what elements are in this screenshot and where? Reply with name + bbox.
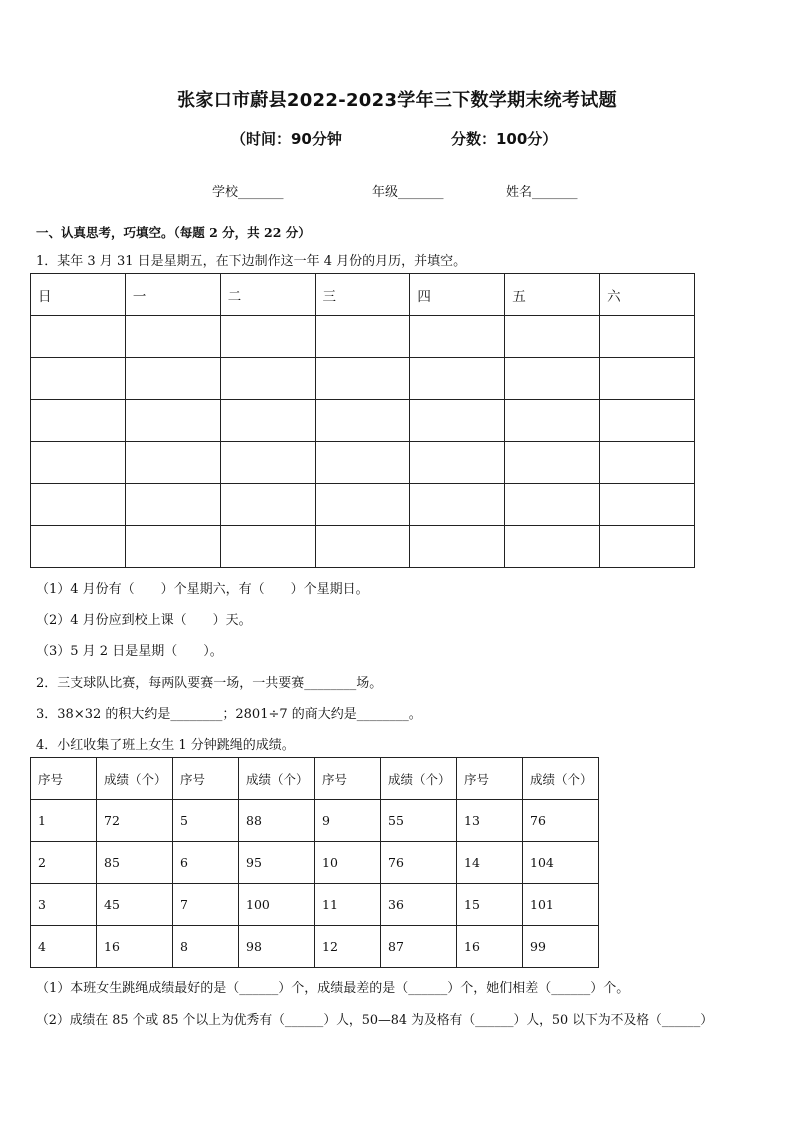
- table-cell: 1: [31, 800, 97, 842]
- table-cell: 13: [457, 800, 523, 842]
- calendar-cell[interactable]: [125, 316, 220, 358]
- table-row: [31, 884, 599, 926]
- table-cell: 10: [315, 842, 381, 884]
- calendar-cell[interactable]: [220, 442, 315, 484]
- table-cell: 6: [173, 842, 239, 884]
- calendar-cell[interactable]: [220, 400, 315, 442]
- calendar-cell[interactable]: [600, 484, 695, 526]
- table-cell: 2: [31, 842, 97, 884]
- question-4-part-2: （2）成绩在 85 个或 85 个以上为优秀有（______）人，50—84 为及格有（______）人，50 以下为不及格（______）: [36, 1013, 714, 1028]
- table-cell: 76: [381, 842, 457, 884]
- calendar-header-row: [31, 274, 695, 316]
- calendar-cell[interactable]: [315, 484, 410, 526]
- calendar-row: [31, 526, 695, 568]
- table-cell: 12: [315, 926, 381, 968]
- table-cell: 4: [31, 926, 97, 968]
- calendar-cell[interactable]: [600, 526, 695, 568]
- calendar-cell[interactable]: [600, 358, 695, 400]
- calendar-cell[interactable]: [125, 484, 220, 526]
- table-row: [31, 800, 599, 842]
- question-4-part-1: （1）本班女生跳绳成绩最好的是（______）个，成绩最差的是（______）个，她们相差（______）个。: [36, 981, 630, 996]
- table-cell: 5: [173, 800, 239, 842]
- calendar-cell[interactable]: [315, 400, 410, 442]
- calendar-cell[interactable]: [505, 316, 600, 358]
- calendar-cell[interactable]: [31, 358, 126, 400]
- calendar-row: [31, 484, 695, 526]
- calendar-cell[interactable]: [125, 526, 220, 568]
- table-cell: 9: [315, 800, 381, 842]
- calendar-cell[interactable]: [31, 316, 126, 358]
- calendar-cell[interactable]: [220, 484, 315, 526]
- calendar-cell[interactable]: [315, 442, 410, 484]
- calendar-cell[interactable]: [600, 442, 695, 484]
- calendar-cell[interactable]: [600, 316, 695, 358]
- header-cell: 成绩（个）: [523, 758, 599, 800]
- table-cell: 8: [173, 926, 239, 968]
- table-cell: 104: [523, 842, 599, 884]
- name-field: 姓名_______: [506, 185, 578, 200]
- calendar-cell[interactable]: [220, 358, 315, 400]
- weekday-cell: 六: [600, 274, 695, 316]
- exam-score: 分数：100分）: [451, 130, 558, 148]
- calendar-cell[interactable]: [125, 358, 220, 400]
- grade-field: 年级_______: [372, 185, 444, 200]
- header-cell: 成绩（个）: [97, 758, 173, 800]
- calendar-cell[interactable]: [31, 442, 126, 484]
- calendar-cell[interactable]: [410, 316, 505, 358]
- calendar-cell[interactable]: [410, 400, 505, 442]
- calendar-cell[interactable]: [505, 358, 600, 400]
- calendar-cell[interactable]: [315, 358, 410, 400]
- table-cell: 14: [457, 842, 523, 884]
- calendar-table: [30, 273, 695, 568]
- header-cell: 成绩（个）: [239, 758, 315, 800]
- table-cell: 7: [173, 884, 239, 926]
- calendar-cell[interactable]: [505, 526, 600, 568]
- calendar-cell[interactable]: [505, 400, 600, 442]
- calendar-row: [31, 358, 695, 400]
- table-cell: 101: [523, 884, 599, 926]
- table-cell: 16: [97, 926, 173, 968]
- calendar-cell[interactable]: [410, 484, 505, 526]
- calendar-cell[interactable]: [600, 400, 695, 442]
- table-row: [31, 842, 599, 884]
- header-cell: 序号: [457, 758, 523, 800]
- calendar-row: [31, 400, 695, 442]
- calendar-cell[interactable]: [31, 526, 126, 568]
- calendar-cell[interactable]: [125, 400, 220, 442]
- question-1-part-2: （2）4 月份应到校上课（ ）天。: [36, 613, 252, 628]
- score-table-header: [31, 758, 599, 800]
- calendar-cell[interactable]: [505, 484, 600, 526]
- table-cell: 100: [239, 884, 315, 926]
- question-1-part-1: （1）4 月份有（ ）个星期六，有（ ）个星期日。: [36, 582, 369, 597]
- table-cell: 3: [31, 884, 97, 926]
- page-title: 张家口市蔚县2022-2023学年三下数学期末统考试题: [177, 90, 617, 111]
- header-cell: 成绩（个）: [381, 758, 457, 800]
- weekday-cell: 一: [125, 274, 220, 316]
- calendar-cell[interactable]: [315, 526, 410, 568]
- weekday-cell: 五: [505, 274, 600, 316]
- calendar-cell[interactable]: [410, 358, 505, 400]
- header-cell: 序号: [173, 758, 239, 800]
- calendar-cell[interactable]: [505, 442, 600, 484]
- table-cell: 85: [97, 842, 173, 884]
- exam-time: （时间：90分钟: [231, 130, 342, 148]
- header-cell: 序号: [31, 758, 97, 800]
- calendar-cell[interactable]: [220, 526, 315, 568]
- weekday-cell: 四: [410, 274, 505, 316]
- table-cell: 72: [97, 800, 173, 842]
- table-cell: 87: [381, 926, 457, 968]
- weekday-cell: 三: [315, 274, 410, 316]
- table-cell: 99: [523, 926, 599, 968]
- calendar-cell[interactable]: [410, 526, 505, 568]
- table-cell: 36: [381, 884, 457, 926]
- header-cell: 序号: [315, 758, 381, 800]
- question-3: 3．38×32 的积大约是________；2801÷7 的商大约是________。: [36, 707, 422, 722]
- table-cell: 76: [523, 800, 599, 842]
- calendar-cell[interactable]: [220, 316, 315, 358]
- jump-rope-score-table: [30, 757, 599, 968]
- calendar-cell[interactable]: [125, 442, 220, 484]
- question-1-part-3: （3）5 月 2 日是星期（ ）。: [36, 644, 223, 659]
- school-field: 学校_______: [212, 185, 284, 200]
- question-1: 1．某年 3 月 31 日是星期五，在下边制作这一年 4 月份的月历，并填空。: [36, 254, 467, 269]
- table-cell: 55: [381, 800, 457, 842]
- calendar-cell[interactable]: [31, 400, 126, 442]
- question-4: 4．小红收集了班上女生 1 分钟跳绳的成绩。: [36, 738, 295, 753]
- calendar-row: [31, 442, 695, 484]
- table-cell: 16: [457, 926, 523, 968]
- calendar-cell[interactable]: [315, 316, 410, 358]
- weekday-cell: 日: [31, 274, 126, 316]
- table-cell: 11: [315, 884, 381, 926]
- calendar-row: [31, 316, 695, 358]
- table-cell: 45: [97, 884, 173, 926]
- table-cell: 95: [239, 842, 315, 884]
- calendar-cell[interactable]: [31, 484, 126, 526]
- table-row: [31, 926, 599, 968]
- table-cell: 15: [457, 884, 523, 926]
- table-cell: 98: [239, 926, 315, 968]
- table-cell: 88: [239, 800, 315, 842]
- question-2: 2．三支球队比赛，每两队要赛一场，一共要赛________场。: [36, 676, 383, 691]
- weekday-cell: 二: [220, 274, 315, 316]
- section-heading: 一、认真思考，巧填空。（每题 2 分，共 22 分）: [36, 225, 311, 240]
- calendar-cell[interactable]: [410, 442, 505, 484]
